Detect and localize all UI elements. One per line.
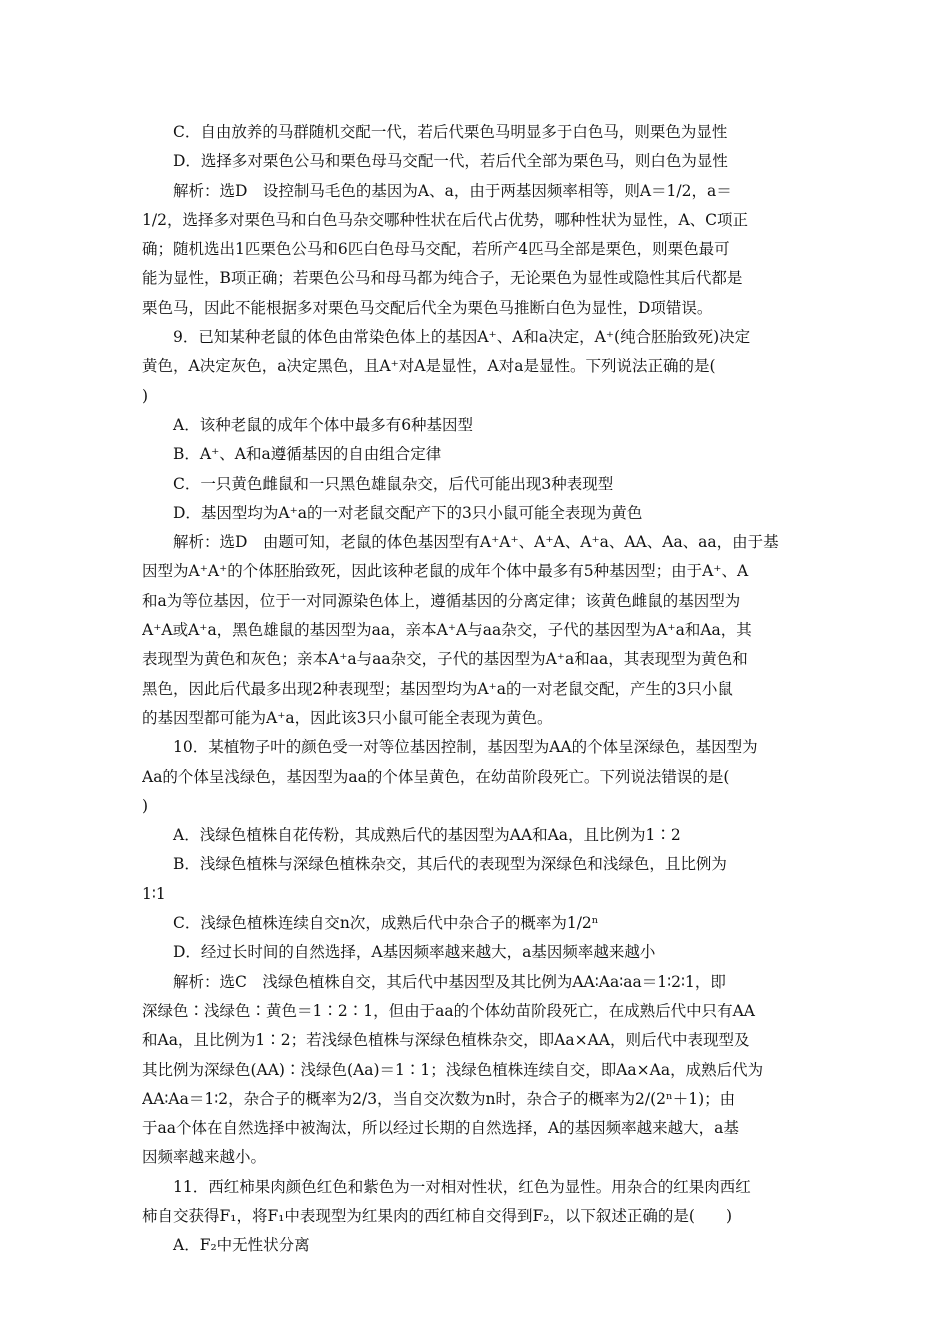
text-line: Aa的个体呈浅绿色，基因型为aa的个体呈黄色，在幼苗阶段死亡。下列说法错误的是( [142, 767, 730, 786]
text-line: 解析：选C 浅绿色植株自交，其后代中基因型及其比例为AA∶Aa∶aa＝1∶2∶1，即 [173, 972, 726, 991]
text-line: 柿自交获得F₁，将F₁中表现型为红果肉的西红柿自交得到F₂，以下叙述正确的是( ) [142, 1206, 733, 1225]
text-line: 因型为A⁺A⁺的个体胚胎致死，因此该种老鼠的成年个体中最多有5种基因型；由于A⁺、A [142, 562, 749, 581]
text-line: 1/2，选择多对栗色马和白色马杂交哪种性状在后代占优势，哪种性状为显性，A、C项正 [142, 210, 749, 229]
text-line: A．F₂中无性状分离 [173, 1236, 310, 1255]
text-line: 于aa个体在自然选择中被淘汰，所以经过长期的自然选择，A的基因频率越来越大，a基 [142, 1119, 739, 1138]
text-line: 和Aa，且比例为1∶2；若浅绿色植株与深绿色植株杂交，即Aa×AA，则后代中表现型及 [142, 1031, 750, 1050]
text-line: D．经过长时间的自然选择，A基因频率越来越大，a基因频率越来越小 [173, 943, 656, 962]
text-line: 11．西红柿果肉颜色红色和紫色为一对相对性状，红色为显性。用杂合的红果肉西红 [173, 1177, 751, 1196]
text-line: 能为显性，B项正确；若栗色公马和母马都为纯合子，无论栗色为显性或隐性其后代都是 [142, 269, 743, 288]
text-line: C．自由放养的马群随机交配一代，若后代栗色马明显多于白色马，则栗色为显性 [173, 123, 728, 141]
text-line: 黑色，因此后代最多出现2种表现型；基因型均为A⁺a的一对老鼠交配，产生的3只小鼠 [142, 679, 733, 698]
text-line: 的基因型都可能为A⁺a，因此该3只小鼠可能全表现为黄色。 [142, 708, 553, 727]
text-line: 1∶1 [142, 884, 166, 903]
text-line: D．基因型均为A⁺a的一对老鼠交配产下的3只小鼠可能全表现为黄色 [173, 503, 643, 522]
text-line: C．一只黄色雌鼠和一只黑色雄鼠杂交，后代可能出现3种表现型 [173, 474, 614, 493]
text-line: 因频率越来越小。 [142, 1148, 267, 1167]
text-line: 解析：选D 设控制马毛色的基因为A、a，由于两基因频率相等，则A＝1/2，a＝ [173, 181, 732, 200]
text-line: 表现型为黄色和灰色；亲本A⁺a与aa杂交，子代的基因型为A⁺a和aa，其表现型为黄色和 [142, 650, 748, 669]
text-line: A．该种老鼠的成年个体中最多有6种基因型 [173, 415, 474, 434]
text-line: 其比例为深绿色(AA)∶浅绿色(Aa)＝1∶1；浅绿色植株连续自交，即Aa×Aa，成熟后代为 [142, 1060, 764, 1079]
text-line: 和a为等位基因，位于一对同源染色体上，遵循基因的分离定律；该黄色雌鼠的基因型为 [142, 591, 741, 610]
text-line: B．A⁺、A和a遵循基因的自由组合定律 [173, 445, 442, 464]
text-line: D．选择多对栗色公马和栗色母马交配一代，若后代全部为栗色马，则白色为显性 [173, 152, 728, 171]
text-line: 黄色，A决定灰色，a决定黑色，且A⁺对A是显性，A对a是显性。下列说法正确的是( [142, 357, 716, 376]
text-line: 确；随机选出1匹栗色公马和6匹白色母马交配，若所产4匹马全部是栗色，则栗色最可 [142, 240, 730, 259]
text-line: ) [142, 386, 149, 405]
text-line: A．浅绿色植株自花传粉，其成熟后代的基因型为AA和Aa，且比例为1∶2 [173, 826, 681, 845]
text-line: AA∶Aa＝1∶2，杂合子的概率为2/3，当自交次数为n时，杂合子的概率为2/(2ⁿ＋1)；由 [142, 1089, 736, 1108]
text-line: 深绿色∶浅绿色∶黄色＝1∶2∶1，但由于aa的个体幼苗阶段死亡，在成熟后代中只有AA [142, 1001, 755, 1020]
text-line: 栗色马，因此不能根据多对栗色马交配后代全为栗色马推断白色为显性，D项错误。 [142, 298, 713, 317]
text-line: ) [142, 796, 149, 815]
document-body [142, 118, 808, 1261]
text-line: 解析：选D 由题可知，老鼠的体色基因型有A⁺A⁺、A⁺A、A⁺a、AA、Aa、aa，由于基 [173, 533, 779, 552]
text-line: C．浅绿色植株连续自交n次，成熟后代中杂合子的概率为1/2ⁿ [173, 914, 599, 933]
text-line: A⁺A或A⁺a，黑色雄鼠的基因型为aa，亲本A⁺A与aa杂交，子代的基因型为A⁺a和Aa，其 [142, 621, 752, 640]
text-line: B．浅绿色植株与深绿色植株杂交，其后代的表现型为深绿色和浅绿色，且比例为 [173, 855, 727, 874]
text-line: 10．某植物子叶的颜色受一对等位基因控制，基因型为AA的个体呈深绿色，基因型为 [173, 738, 758, 757]
text-line: 9．已知某种老鼠的体色由常染色体上的基因A⁺、A和a决定，A⁺(纯合胚胎致死)决定 [173, 328, 751, 347]
